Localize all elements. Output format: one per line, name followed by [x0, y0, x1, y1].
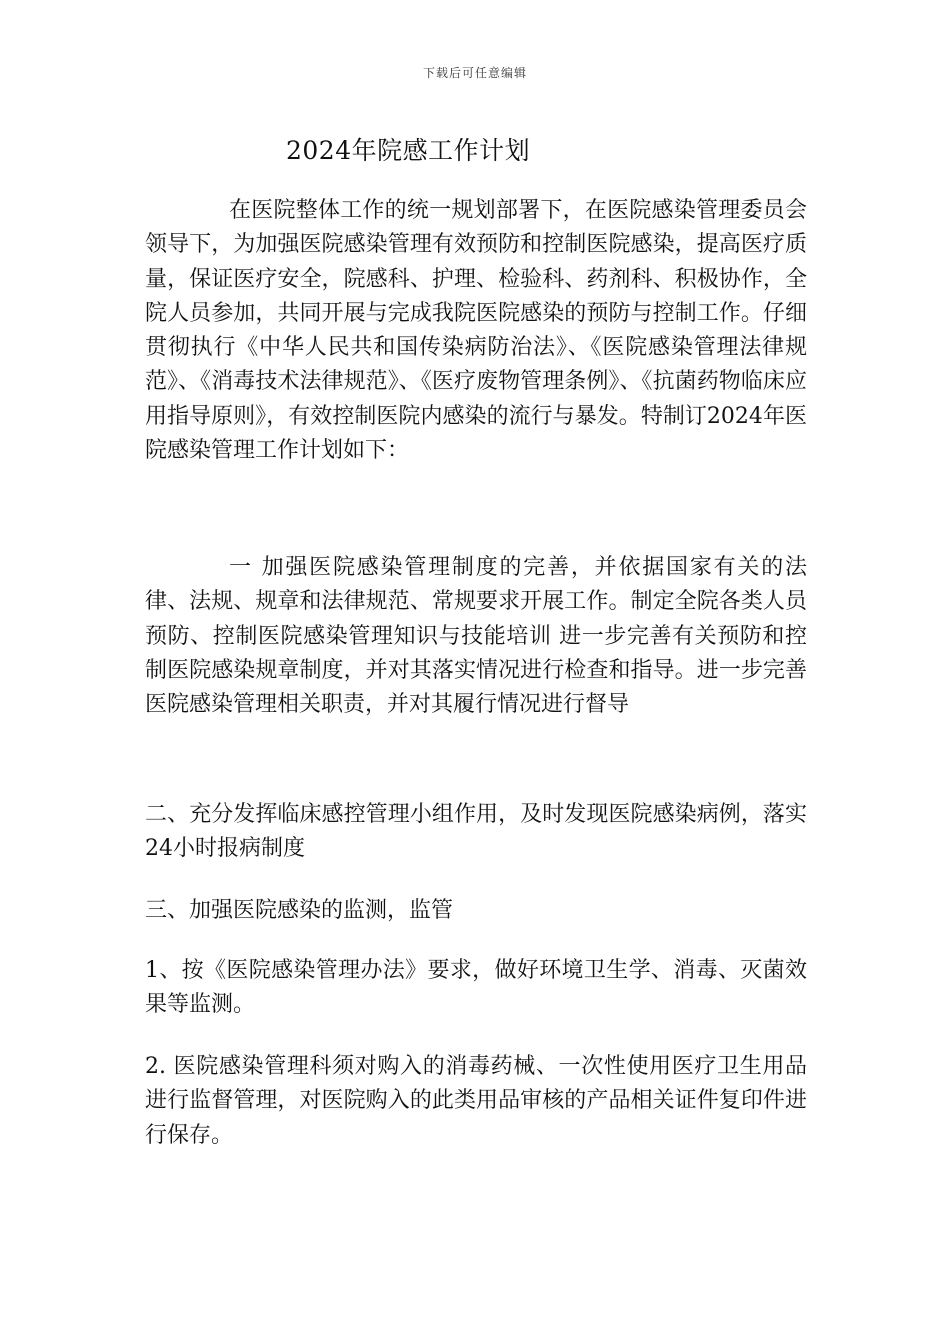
section-2-paragraph: 二、充分发挥临床感控管理小组作用，及时发现医院感染病例，落实24小时报病制度: [145, 802, 807, 862]
header-note: 下载后可任意编辑: [422, 66, 527, 80]
intro-paragraph: 在医院整体工作的统一规划部署下，在医院感染管理委员会领导下，为加强医院感染管理有效预防和控制医院感染，提高医疗质量，保证医疗安全，院感科、护理、检验科、药剂科、积极协作，全院人员参加，共同开展与完成我院医院感染的预防与控制工作。仔细贯彻执行《中华人民共和国传染病防治法》、《医院感染管理法律规范》、《消毒技术法律规范》、《医疗废物管理条例》、《抗菌药物临床应用指导原则》，有效控制医院内感染的流行与暴发。特制订2024年医院感染管理工作计划如下：: [145, 198, 807, 464]
section-3-heading: 三、加强医院感染的监测，监管: [145, 898, 454, 923]
page-title: 2024年院感工作计划: [286, 136, 531, 165]
section-1-paragraph: 一 加强医院感染管理制度的完善，并依据国家有关的法律、法规、规章和法律规范、常规要求开展工作。制定全院各类人员预防、控制医院感染管理知识与技能培训 进一步完善有关预防和控制医院感染规章制度，并对其落实情况进行检查和指导。进一步完善医院感染管理相关职责，并对其履行情况进行督导: [145, 555, 807, 718]
item-1-paragraph: 1、按《医院感染管理办法》要求，做好环境卫生学、消毒、灭菌效果等监测。: [145, 958, 807, 1018]
item-2-paragraph: 2. 医院感染管理科须对购入的消毒药械、一次性使用医疗卫生用品进行监督管理，对医院购入的此类用品审核的产品相关证件复印件进行保存。: [145, 1054, 807, 1148]
